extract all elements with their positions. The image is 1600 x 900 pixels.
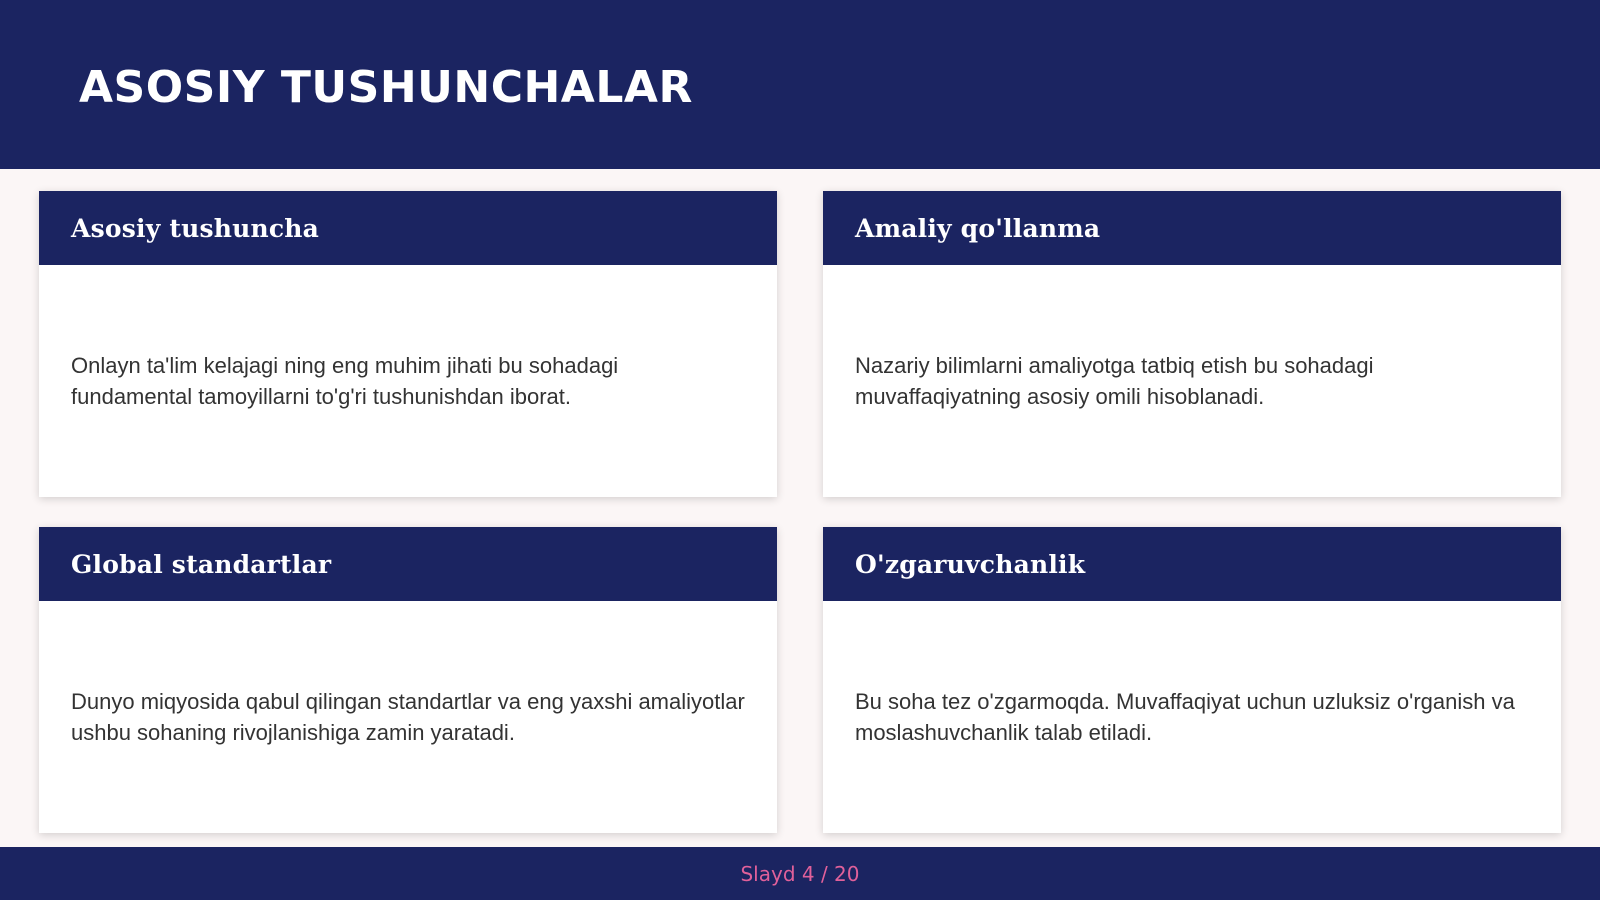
card-title: Asosiy tushuncha	[71, 213, 320, 243]
card-body	[39, 265, 777, 497]
card-header	[39, 527, 777, 601]
card-title: Amaliy qo'llanma	[855, 213, 1101, 243]
card-header	[823, 527, 1561, 601]
slide-counter: Slayd 4 / 20	[740, 861, 860, 886]
card-header	[39, 191, 777, 265]
slide-title: ASOSIY TUSHUNCHALAR	[79, 62, 693, 113]
card-text: Dunyo miqyosida qabul qilingan standartlar va eng yaxshi amaliyotlar ushbu sohaning rivojlanishiga zamin yaratadi.	[71, 689, 745, 745]
card-body	[823, 601, 1561, 833]
card-body	[823, 265, 1561, 497]
card-title: Global standartlar	[71, 549, 332, 579]
card-title: O'zgaruvchanlik	[855, 549, 1086, 579]
card-text: Nazariy bilimlarni amaliyotga tatbiq etish bu sohadagi muvaffaqiyatning asosiy omili hisoblanadi.	[855, 353, 1374, 409]
card-amaliy-qollanma	[823, 191, 1561, 497]
card-text: Bu soha tez o'zgarmoqda. Muvaffaqiyat uchun uzluksiz o'rganish va moslashuvchanlik talab etiladi.	[855, 689, 1515, 745]
card-body	[39, 601, 777, 833]
card-global-standartlar	[39, 527, 777, 833]
slide-header	[0, 0, 1600, 169]
slide-footer	[0, 847, 1600, 900]
card-text: Onlayn ta'lim kelajagi ning eng muhim jihati bu sohadagi fundamental tamoyillarni to'g'ri tushunishdan iborat.	[71, 353, 619, 409]
card-header	[823, 191, 1561, 265]
card-ozgaruvchanlik	[823, 527, 1561, 833]
card-asosiy-tushuncha	[39, 191, 777, 497]
